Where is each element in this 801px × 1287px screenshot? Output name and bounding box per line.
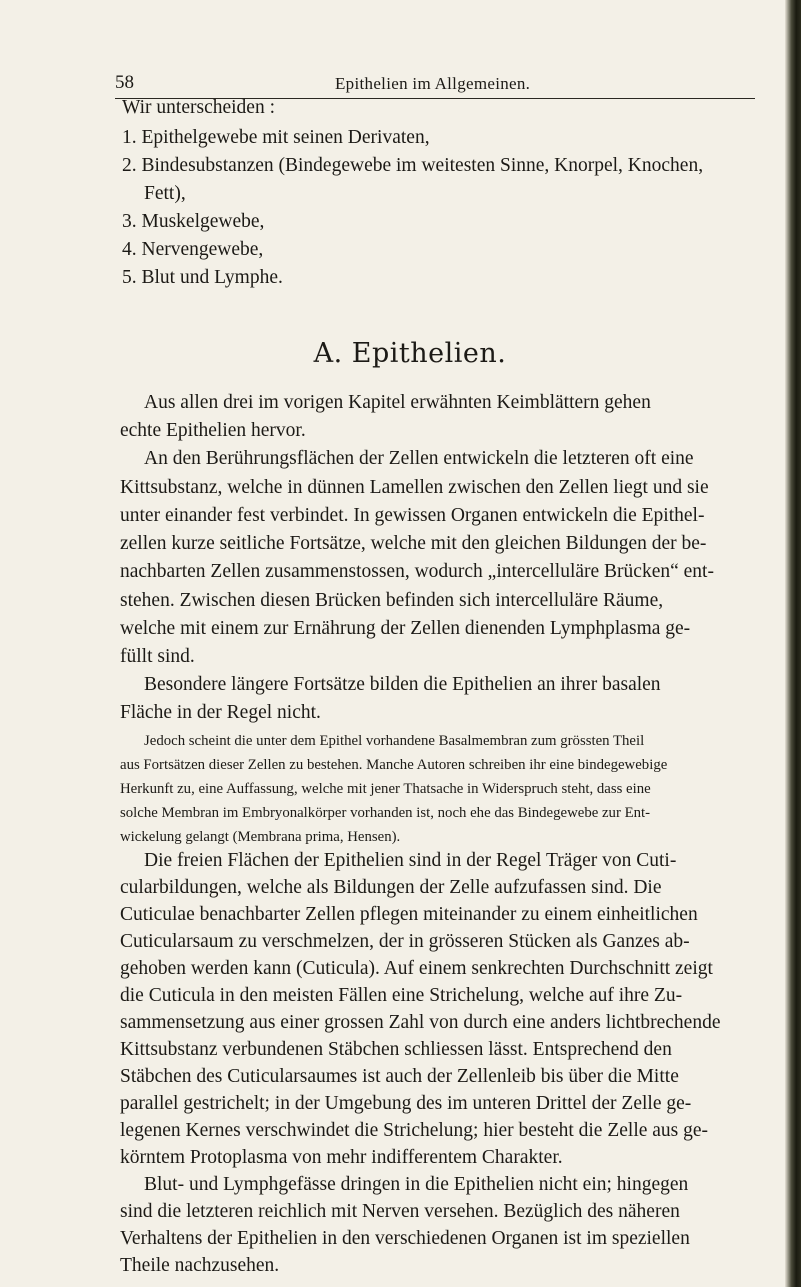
text-line: Stäbchen des Cuticularsaumes ist auch der Zellenleib bis über die Mitte: [120, 1066, 679, 1087]
text-line: Theile nachzusehen.: [120, 1255, 280, 1276]
text-line: Cuticulae benachbarter Zellen pflegen miteinander zu einem einheitlichen: [120, 904, 698, 925]
text-line: Kittsubstanz, welche in dünnen Lamellen zwischen den Zellen liegt und sie: [120, 477, 709, 498]
text-line: stehen. Zwischen diesen Brücken befinden sich intercelluläre Räume,: [120, 590, 664, 611]
list-item: 3. Muskelgewebe,: [122, 211, 265, 232]
small-text-line: aus Fortsätzen dieser Zellen zu bestehen. Manche Autoren schreiben ihr eine bindegewebige: [120, 757, 668, 773]
intro-line: Wir unterscheiden :: [122, 97, 275, 118]
text-line: füllt sind.: [120, 646, 195, 667]
text-line: Blut- und Lymphgefässe dringen in die Epithelien nicht ein; hingegen: [144, 1174, 689, 1195]
small-text-line: wickelung gelangt (Membrana prima, Hensen).: [120, 829, 401, 845]
list-item: 4. Nervengewebe,: [122, 239, 264, 260]
text-line: welche mit einem zur Ernährung der Zellen dienenden Lymphplasma ge-: [120, 618, 691, 639]
text-line: Cuticularsaum zu verschmelzen, der in grösseren Stücken als Ganzes ab-: [120, 931, 690, 952]
text-line: nachbarten Zellen zusammenstossen, wodurch „intercelluläre Brücken“ ent-: [120, 561, 714, 582]
page-number: 58: [115, 72, 134, 93]
text-line: körntem Protoplasma von mehr indifferentem Charakter.: [120, 1147, 563, 1168]
text-line: legenen Kernes verschwindet die Strichelung; hier besteht die Zelle aus ge-: [120, 1120, 709, 1141]
text-line: Verhaltens der Epithelien in den verschiedenen Organen ist im speziellen: [120, 1228, 690, 1249]
small-text-line: solche Membran im Embryonalkörper vorhanden ist, noch ehe das Bindegewebe zur Ent-: [120, 805, 651, 821]
small-text-line: Herkunft zu, eine Auffassung, welche mit jener Thatsache in Widerspruch steht, dass eine: [120, 781, 651, 797]
running-head: Epithelien im Allgemeinen.: [335, 74, 531, 93]
list-item: 1. Epithelgewebe mit seinen Derivaten,: [122, 127, 430, 148]
text-line: Aus allen drei im vorigen Kapitel erwähnten Keimblättern gehen: [144, 392, 651, 413]
section-title: A. Epithelien.: [313, 338, 507, 369]
text-line: parallel gestrichelt; in der Umgebung des im unteren Drittel der Zelle ge-: [120, 1093, 692, 1114]
text-line: cularbildungen, welche als Bildungen der Zelle aufzufassen sind. Die: [120, 877, 662, 898]
text-line: zellen kurze seitliche Fortsätze, welche mit den gleichen Bildungen der be-: [120, 533, 707, 554]
text-line: sind die letzteren reichlich mit Nerven versehen. Bezüglich des näheren: [120, 1201, 680, 1222]
text-line: die Cuticula in den meisten Fällen eine Strichelung, welche auf ihre Zu-: [120, 985, 683, 1006]
text-line: unter einander fest verbindet. In gewissen Organen entwickeln die Epithel-: [120, 505, 705, 526]
text-line: sammensetzung aus einer grossen Zahl von durch eine anders lichtbrechende: [120, 1012, 721, 1033]
page-header: [115, 72, 755, 99]
list-item: 5. Blut und Lymphe.: [122, 267, 283, 288]
text-line: Die freien Flächen der Epithelien sind in der Regel Träger von Cuti-: [144, 850, 677, 871]
text-line: Kittsubstanz verbundenen Stäbchen schliessen lässt. Entsprechend den: [120, 1039, 672, 1060]
text-line: gehoben werden kann (Cuticula). Auf einem senkrechten Durchschnitt zeigt: [120, 958, 713, 979]
text-line: echte Epithelien hervor.: [120, 420, 306, 441]
text-line: Besondere längere Fortsätze bilden die Epithelien an ihrer basalen: [144, 674, 661, 695]
text-line: Fläche in der Regel nicht.: [120, 702, 321, 723]
small-text-line: Jedoch scheint die unter dem Epithel vorhandene Basalmembran zum grössten Theil: [144, 733, 645, 749]
list-item: Fett),: [144, 183, 186, 204]
text-line: An den Berührungsflächen der Zellen entwickeln die letzteren oft eine: [144, 448, 694, 469]
list-item: 2. Bindesubstanzen (Bindegewebe im weitesten Sinne, Knorpel, Knochen,: [122, 155, 704, 176]
page-edge-shadow: [785, 0, 801, 1287]
